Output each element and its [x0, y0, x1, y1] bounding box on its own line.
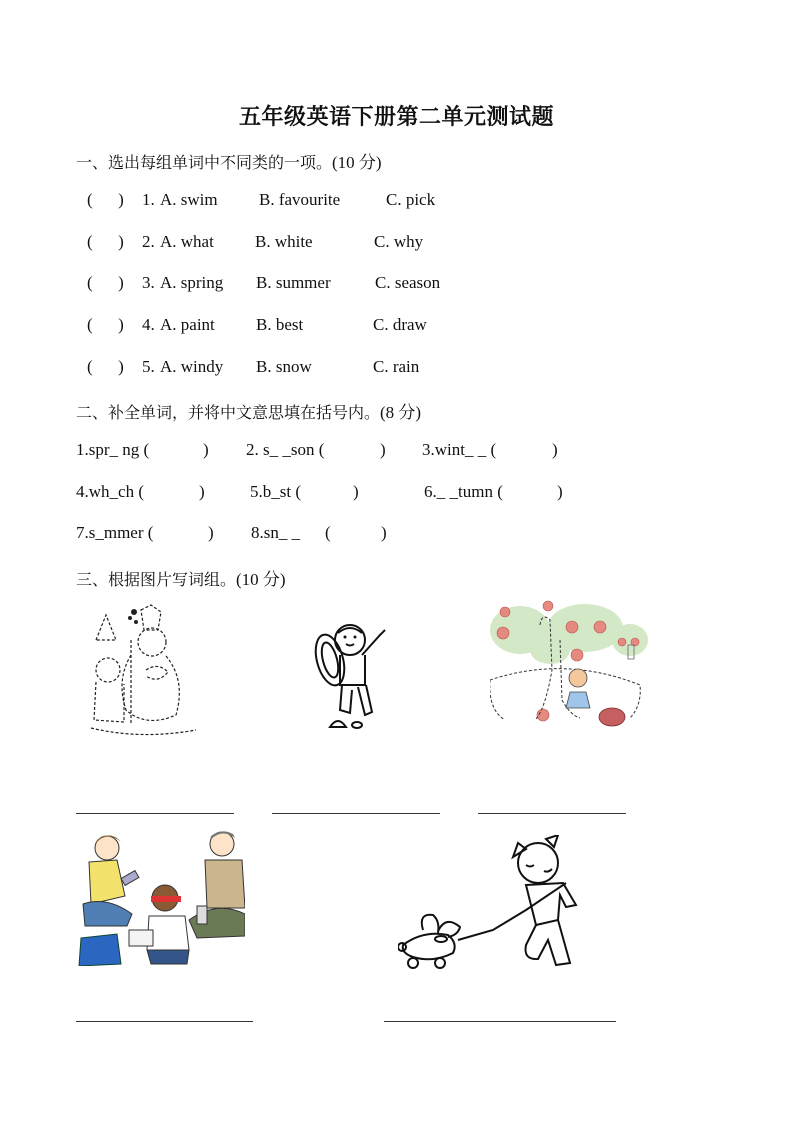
answer-line-5[interactable] — [384, 1021, 616, 1022]
option-a: A. windy — [160, 357, 224, 376]
answer-blank[interactable]: ( ) — [87, 357, 124, 376]
answer-blank[interactable]: ( ) — [87, 232, 124, 251]
question-number: 1. — [142, 190, 155, 209]
word-blank[interactable]: 3.wint_ _ ( — [422, 440, 497, 459]
section-2-points: (8 分) — [380, 403, 422, 422]
close-paren: ) — [199, 482, 205, 501]
word-blank[interactable]: 4.wh_ch ( — [76, 482, 144, 501]
section-1-points: (10 分) — [332, 153, 382, 172]
apple-orchard-girl-picture — [490, 600, 648, 735]
page-title: 五年级英语下册第二单元测试题 — [238, 105, 554, 130]
close-paren: ) — [203, 440, 209, 459]
word-blank[interactable]: 8.sn_ _ — [251, 523, 301, 542]
option-c: C. rain — [373, 357, 420, 376]
child-swimming-ring-picture — [310, 615, 390, 735]
answer-line-1[interactable] — [76, 813, 234, 814]
close-paren: ) — [208, 523, 214, 542]
close-paren: ) — [381, 523, 387, 542]
close-paren: ) — [552, 440, 558, 459]
option-c: C. why — [374, 232, 424, 251]
section-3-heading — [76, 565, 286, 590]
close-paren: ) — [557, 482, 563, 501]
word-blank[interactable]: 7.s_mmer ( — [76, 523, 154, 542]
option-b: B. white — [255, 232, 313, 251]
option-b: B. summer — [256, 273, 331, 292]
question-number: 5. — [142, 357, 155, 376]
girl-walking-rabbit-picture — [398, 835, 583, 975]
section-1-heading-text: 一、选出每组单词中不同类的一项。 — [76, 153, 333, 172]
word-blank[interactable]: 1.spr_ ng ( — [76, 440, 150, 459]
answer-line-2[interactable] — [272, 813, 440, 814]
close-paren: ) — [380, 440, 386, 459]
answer-line-4[interactable] — [76, 1021, 253, 1022]
option-a: A. spring — [160, 273, 224, 292]
close-paren: ) — [353, 482, 359, 501]
option-a: A. what — [160, 232, 214, 251]
section-3-points: (10 分) — [236, 570, 286, 589]
answer-blank[interactable]: ( ) — [87, 315, 124, 334]
question-number: 2. — [142, 232, 155, 251]
option-a: A. swim — [160, 190, 218, 209]
section-2-heading-text: 二、补全单词，并将中文意思填在括号内。 — [76, 403, 381, 422]
word-blank[interactable]: 6._ _tumn ( — [424, 482, 503, 501]
section-2-heading — [76, 398, 421, 423]
question-number: 3. — [142, 273, 155, 292]
answer-blank[interactable]: ( ) — [87, 190, 124, 209]
section-3-heading-text: 三、根据图片写词组。 — [76, 570, 237, 589]
option-b: B. favourite — [259, 190, 341, 209]
question-number: 4. — [142, 315, 155, 334]
option-a: A. paint — [160, 315, 215, 334]
option-c: C. draw — [373, 315, 427, 334]
open-paren: ( — [325, 523, 331, 542]
option-c: C. season — [375, 273, 441, 292]
option-b: B. best — [256, 315, 304, 334]
answer-blank[interactable]: ( ) — [87, 273, 124, 292]
option-c: C. pick — [386, 190, 436, 209]
word-blank[interactable]: 5.b_st ( — [250, 482, 301, 501]
word-blank[interactable]: 2. s_ _son ( — [246, 440, 325, 459]
snowman-christmas-picture — [86, 600, 201, 740]
answer-line-3[interactable] — [478, 813, 626, 814]
family-picnic-picture — [77, 826, 245, 966]
option-b: B. snow — [256, 357, 312, 376]
section-1-heading — [76, 148, 382, 173]
